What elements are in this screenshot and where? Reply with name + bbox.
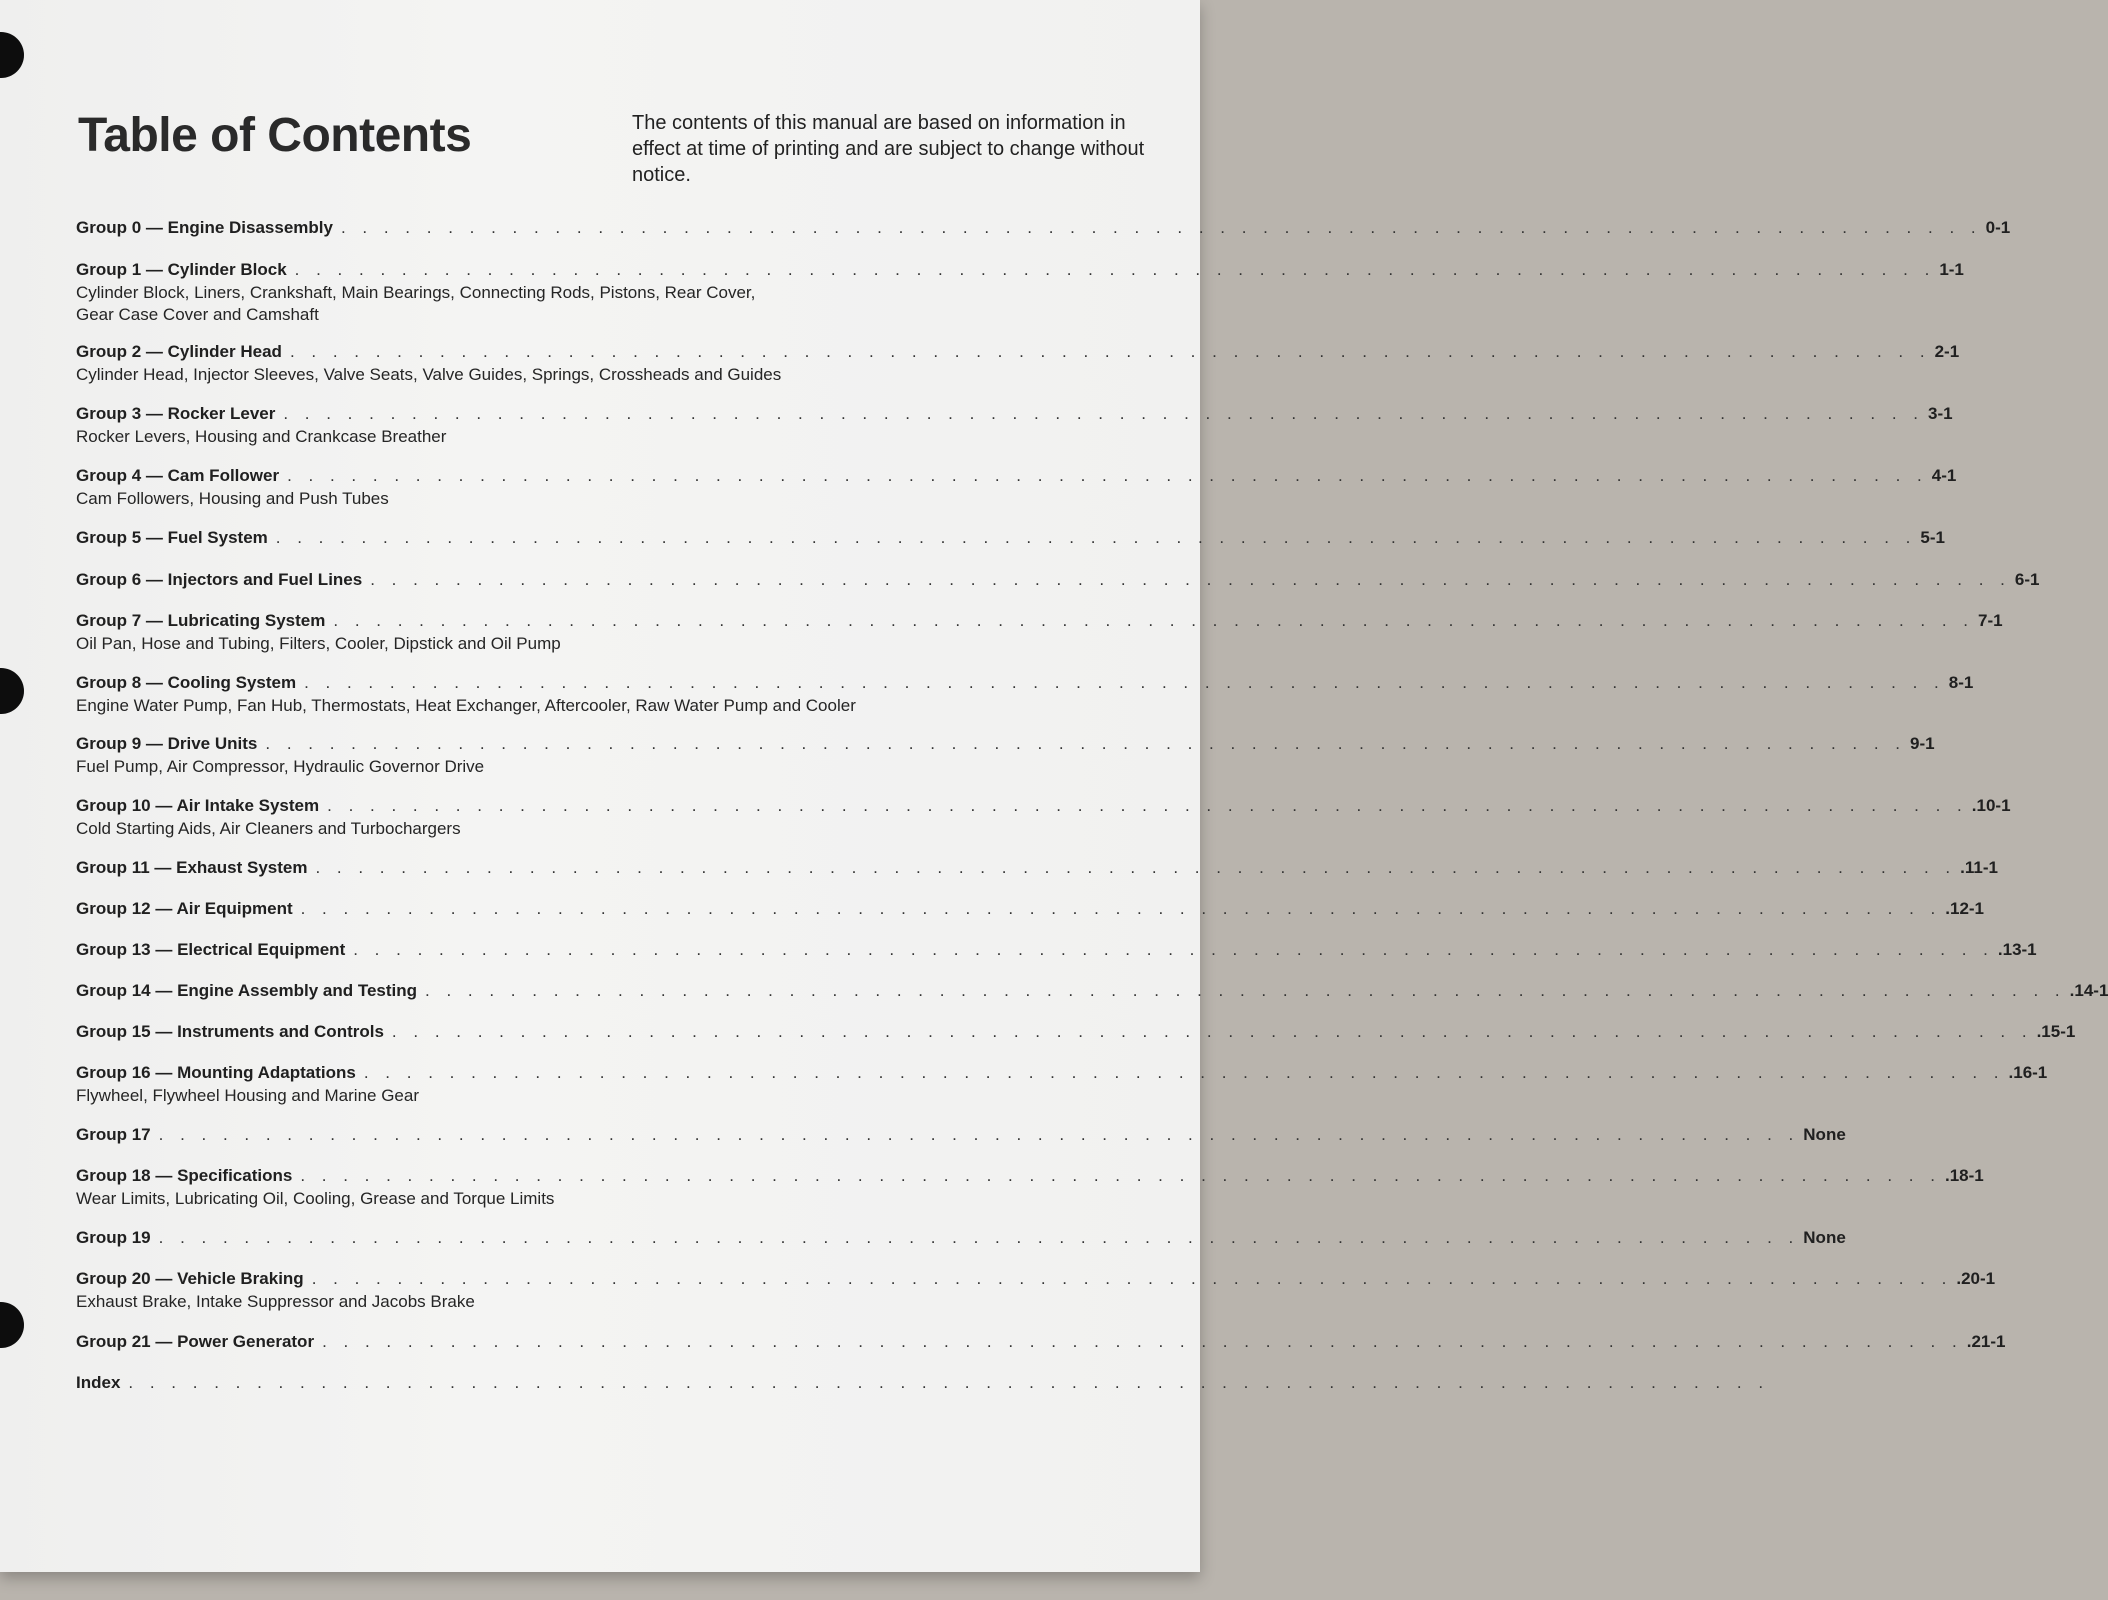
toc-entry-title: Group 0 — Engine Disassembly [76,218,333,237]
toc-entry-page: None [1803,1125,1846,1144]
toc-entry-title: Group 4 — Cam Follower [76,466,280,485]
dot-leader: . . . . . . . . . . . . . . . . . . . . . . . . . . . . . . . . . . . . . . . . . . . . . . . . . . . . . . . . . . . . . . . . . . . . . . . . . . . . . [300,899,1942,918]
toc-entry-title: Group 5 — Fuel System [76,528,268,547]
dot-leader: . . . . . . . . . . . . . . . . . . . . . . . . . . . . . . . . . . . . . . . . . . . . . . . . . . . . . . . . . . . . . . . . . . . . . . . . . . . . . [315,858,1957,877]
toc-entry-group-20 [76,1269,1996,1313]
dot-leader: . . . . . . . . . . . . . . . . . . . . . . . . . . . . . . . . . . . . . . . . . . . . . . . . . . . . . . . . . . . . . . . . . . . . . . . . . . . . . [370,570,2011,589]
toc-entry-title: Group 17 [76,1125,151,1144]
toc-entry-title: Group 12 — Air Equipment [76,899,293,918]
dot-leader: . . . . . . . . . . . . . . . . . . . . . . . . . . . . . . . . . . . . . . . . . . . . . . . . . . . . . . . . . . . . . . . . . . . . . . . . . . . . . [311,1269,1953,1288]
toc-entry-page: 9-1 [1910,734,1935,753]
toc-entry-title: Group 19 [76,1228,151,1247]
toc-entry-page: 4-1 [1931,466,1957,485]
toc-entry-group-19 [76,1228,1846,1250]
toc-entry-description: Cold Starting Aids, Air Cleaners and Turbochargers [76,819,461,838]
toc-entry-title: Group 2 — Cylinder Head [76,342,282,361]
toc-entry-page: .11-1 [1960,858,1998,877]
dot-leader: . . . . . . . . . . . . . . . . . . . . . . . . . . . . . . . . . . . . . . . . . . . . . . . . . . . . . . . . . . . . . . . . . . . . . . . . . . . . . [289,342,1931,361]
binder-hole [0,668,24,714]
dot-leader: . . . . . . . . . . . . . . . . . . . . . . . . . . . . . . . . . . . . . . . . . . . . . . . . . . . . . . . . . . . . . . . . . . . . . . . . . . . . . [300,1166,1941,1185]
toc-entry-group-0 [76,218,2011,240]
toc-entry-page: .15-1 [2036,1022,2076,1041]
toc-entry-description: Rocker Levers, Housing and Crankcase Breather [76,427,447,446]
toc-entry-description: Oil Pan, Hose and Tubing, Filters, Cooler, Dipstick and Oil Pump [76,634,561,653]
toc-entry-title: Group 6 — Injectors and Fuel Lines [76,570,363,589]
toc-entry-group-1 [76,260,1964,326]
toc-entry-group-11 [76,858,1998,880]
toc-entry-page: 6-1 [2014,570,2040,589]
toc-entry-group-2 [76,342,1960,386]
toc-entry-title: Index [76,1373,121,1392]
toc-entry-title: Group 14 — Engine Assembly and Testing [76,981,418,1000]
dot-leader: . . . . . . . . . . . . . . . . . . . . . . . . . . . . . . . . . . . . . . . . . . . . . . . . . . . . . . . . . . . . . . . . . . . . . . . . . . . . . [391,1022,2033,1041]
toc-entry-title: Group 13 — Electrical Equipment [76,940,346,959]
toc-entry-page: 8-1 [1948,673,1974,692]
dot-leader: . . . . . . . . . . . . . . . . . . . . . . . . . . . . . . . . . . . . . . . . . . . . . . . . . . . . . . . . . . . . . . . . . . . . . . . . . . . . . [327,796,1968,815]
toc-entry-group-9 [76,734,1935,778]
toc-entry-group-16 [76,1063,2048,1107]
toc-entry-title: Group 1 — Cylinder Block [76,260,287,279]
binder-hole [0,1302,24,1348]
dot-leader: . . . . . . . . . . . . . . . . . . . . . . . . . . . . . . . . . . . . . . . . . . . . . . . . . . . . . . . . . . . . . . . . . . . . . . . . . . . . . [353,940,1994,959]
dot-leader: . . . . . . . . . . . . . . . . . . . . . . . . . . . . . . . . . . . . . . . . . . . . . . . . . . . . . . . . . . . . . . . . . . . . . . . . . . . . . [287,466,1928,485]
toc-entry-group-5 [76,528,1945,550]
dot-leader: . . . . . . . . . . . . . . . . . . . . . . . . . . . . . . . . . . . . . . . . . . . . . . . . . . . . . . . . . . . . . . . . . . . . . . . . . . . . . [333,611,1975,630]
dot-leader: . . . . . . . . . . . . . . . . . . . . . . . . . . . . . . . . . . . . . . . . . . . . . . . . . . . . . . . . . . . . . . . . . . . . . . . . . . . . . [294,260,1936,279]
toc-entry-description: Wear Limits, Lubricating Oil, Cooling, Grease and Torque Limits [76,1189,555,1208]
toc-entry-description: Cylinder Block, Liners, Crankshaft, Main Bearings, Connecting Rods, Pistons, Rear Cover, [76,283,756,302]
toc-entry-group-18 [76,1166,1984,1210]
dot-leader: . . . . . . . . . . . . . . . . . . . . . . . . . . . . . . . . . . . . . . . . . . . . . . . . . . . . . . . . . . . . . . . . . . . . . . . . . . . . . [363,1063,2005,1082]
toc-entry-page: .18-1 [1944,1166,1984,1185]
toc-entry-title: Group 16 — Mounting Adaptations [76,1063,356,1082]
toc-entry-title: Group 9 — Drive Units [76,734,258,753]
toc-entry-description: Cylinder Head, Injector Sleeves, Valve Seats, Valve Guides, Springs, Crossheads and Guides [76,365,782,384]
dot-leader: . . . . . . . . . . . . . . . . . . . . . . . . . . . . . . . . . . . . . . . . . . . . . . . . . . . . . . . . . . . . . . . . . . . . . . . . . . . . . [158,1125,1800,1144]
toc-entry-group-21 [76,1332,2006,1354]
toc-entry-description: Gear Case Cover and Camshaft [76,305,319,324]
dot-leader: . . . . . . . . . . . . . . . . . . . . . . . . . . . . . . . . . . . . . . . . . . . . . . . . . . . . . . . . . . . . . . . . . . . . . . . . . . . . . [304,673,1945,692]
toc-entry-group-12 [76,899,1985,921]
toc-entry-title: Group 3 — Rocker Lever [76,404,276,423]
toc-entry-page: .21-1 [1966,1332,2006,1351]
dot-leader: . . . . . . . . . . . . . . . . . . . . . . . . . . . . . . . . . . . . . . . . . . . . . . . . . . . . . . . . . . . . . . . . . . . . . . . . . . . . . [283,404,1924,423]
toc-entry-description: Engine Water Pump, Fan Hub, Thermostats, Heat Exchanger, Aftercooler, Raw Water Pump and Cooler [76,696,856,715]
toc-entry-group-8 [76,673,1974,717]
toc-entry-page: .16-1 [2008,1063,2048,1082]
toc-entry-description: Cam Followers, Housing and Push Tubes [76,489,389,508]
toc-entry-page: 1-1 [1939,260,1964,279]
toc-entry-description: Fuel Pump, Air Compressor, Hydraulic Governor Drive [76,757,485,776]
dot-leader: . . . . . . . . . . . . . . . . . . . . . . . . . . . . . . . . . . . . . . . . . . . . . . . . . . . . . . . . . . . . . . . . . . . . . . . . . . . . . [128,1373,1770,1392]
toc-entry-group-17 [76,1125,1846,1147]
toc-entry-description: Flywheel, Flywheel Housing and Marine Gear [76,1086,419,1105]
dot-leader: . . . . . . . . . . . . . . . . . . . . . . . . . . . . . . . . . . . . . . . . . . . . . . . . . . . . . . . . . . . . . . . . . . . . . . . . . . . . . [265,734,1907,753]
toc-entry-group-3 [76,404,1953,448]
toc-entry-page: 7-1 [1978,611,2003,630]
toc-entry-group-14 [76,981,2108,1003]
toc-entry-page: .13-1 [1997,940,2037,959]
toc-entry-group-4 [76,466,1957,510]
toc-entry-title: Group 7 — Lubricating System [76,611,326,630]
dot-leader: . . . . . . . . . . . . . . . . . . . . . . . . . . . . . . . . . . . . . . . . . . . . . . . . . . . . . . . . . . . . . . . . . . . . . . . . . . . . . [158,1228,1800,1247]
toc-entry-page: 5-1 [1920,528,1945,547]
dot-leader: . . . . . . . . . . . . . . . . . . . . . . . . . . . . . . . . . . . . . . . . . . . . . . . . . . . . . . . . . . . . . . . . . . . . . . . . . . . . . [425,981,2066,1000]
toc-entry-description: Exhaust Brake, Intake Suppressor and Jacobs Brake [76,1292,475,1311]
toc-entry-group-6 [76,570,2040,592]
toc-entry-page: 3-1 [1928,404,1953,423]
toc-entry-index [76,1373,1770,1395]
toc-entry-group-13 [76,940,2037,962]
toc-entry-page: 0-1 [1985,218,2011,237]
toc-entry-group-7 [76,611,2003,655]
toc-entry-title: Group 15 — Instruments and Controls [76,1022,384,1041]
toc-entry-title: Group 20 — Vehicle Braking [76,1269,304,1288]
toc-entry-page: None [1803,1228,1846,1247]
toc-entry-title: Group 10 — Air Intake System [76,796,320,815]
toc-entry-title: Group 8 — Cooling System [76,673,297,692]
disclaimer-notice: The contents of this manual are based on information in effect at time of printing and are subject to change without notice. [632,112,1145,186]
toc-entry-title: Group 18 — Specifications [76,1166,293,1185]
toc-entry-group-10 [76,796,2011,840]
binder-hole [0,32,24,78]
toc-entry-page: .10-1 [1971,796,2011,815]
toc-entry-page: .20-1 [1956,1269,1996,1288]
toc-entry-group-15 [76,1022,2076,1044]
dot-leader: . . . . . . . . . . . . . . . . . . . . . . . . . . . . . . . . . . . . . . . . . . . . . . . . . . . . . . . . . . . . . . . . . . . . . . . . . . . . . [340,218,1982,237]
page-title: Table of Contents [78,109,472,162]
toc-entry-page: .12-1 [1945,899,1985,918]
toc-entry-page: .14-1 [2069,981,2108,1000]
toc-entry-title: Group 21 — Power Generator [76,1332,315,1351]
toc-entry-page: 2-1 [1934,342,1960,361]
dot-leader: . . . . . . . . . . . . . . . . . . . . . . . . . . . . . . . . . . . . . . . . . . . . . . . . . . . . . . . . . . . . . . . . . . . . . . . . . . . . . [275,528,1917,547]
dot-leader: . . . . . . . . . . . . . . . . . . . . . . . . . . . . . . . . . . . . . . . . . . . . . . . . . . . . . . . . . . . . . . . . . . . . . . . . . . . . . [322,1332,1963,1351]
toc-entry-title: Group 11 — Exhaust System [76,858,308,877]
